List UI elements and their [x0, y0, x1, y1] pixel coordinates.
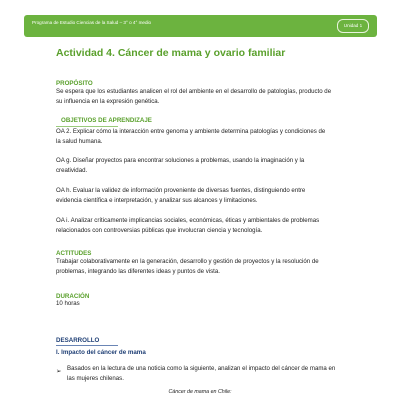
- purpose-text: [56, 87, 368, 107]
- attitudes-line-2: problemas, integrando las diferentes ideas y puntos de vista.: [56, 268, 220, 275]
- program-name: Programa de Estudio Ciencias de la Salud – 3° o 4° medio: [32, 20, 152, 25]
- oag-line-1: OA g. Diseñar proyectos para encontrar soluciones a problemas, usando la imaginación y la: [56, 157, 305, 164]
- objective-oa2: [56, 127, 368, 147]
- oah-line-1: OA h. Evaluar la validez de información proveniente de diversas fuentes, distinguiendo entre: [56, 187, 306, 194]
- oag-line-2: creatividad.: [56, 167, 88, 174]
- attitudes-heading: ACTITUDES: [56, 250, 92, 257]
- oa2-line-2: la salud humana.: [56, 138, 103, 145]
- development-divider: [56, 345, 118, 346]
- duration-heading: DURACIÓN: [56, 293, 90, 300]
- arrow-bullet-icon: ➢: [56, 368, 62, 375]
- purpose-line-1: Se espera que los estudiantes analicen el rol del ambiente en el desarrollo de patologías, producto de: [56, 88, 332, 95]
- objective-oag: [56, 156, 368, 176]
- development-bullet-text: [67, 364, 368, 384]
- oah-line-2: evidencia científica e interpretación, y analizar sus alcances y limitaciones.: [56, 197, 258, 204]
- unit-badge: Unidad 1: [337, 19, 369, 33]
- oai-line-2: relacionados con controversias públicas que involucran ciencia y tecnología.: [56, 227, 263, 234]
- attitudes-text: [56, 257, 368, 277]
- objective-oah: [56, 186, 368, 206]
- oai-line-1: OA i. Analizar críticamente implicancias sociales, económicas, éticas y ambientales de problemas: [56, 217, 320, 224]
- objective-oai: [56, 216, 368, 236]
- purpose-heading: PROPÓSITO: [56, 80, 93, 87]
- bullet-line-1: Basados en la lectura de una noticia como la siguiente, analizan el impacto del cáncer de mama en: [67, 365, 336, 372]
- attitudes-line-1: Trabajar colaborativamente en la generación, desarrollo y gestión de proyectos y la resolución de: [56, 258, 319, 265]
- oa2-line-1: OA 2. Explicar cómo la interacción entre genoma y ambiente determina patologías y condiciones de: [56, 128, 326, 135]
- bullet-line-2: las mujeres chilenas.: [67, 375, 124, 382]
- activity-title: Actividad 4. Cáncer de mama y ovario familiar: [56, 47, 286, 59]
- program-header-band: [24, 15, 377, 37]
- development-heading: DESARROLLO: [56, 337, 100, 344]
- duration-value: 10 horas: [56, 300, 80, 307]
- purpose-line-2: su influencia en la expresión genética.: [56, 98, 160, 105]
- objectives-heading: OBJETIVOS DE APRENDIZAJE: [61, 117, 152, 124]
- development-subheading: I. Impacto del cáncer de mama: [56, 349, 146, 356]
- news-caption: Cáncer de mama en Chile:: [168, 389, 232, 395]
